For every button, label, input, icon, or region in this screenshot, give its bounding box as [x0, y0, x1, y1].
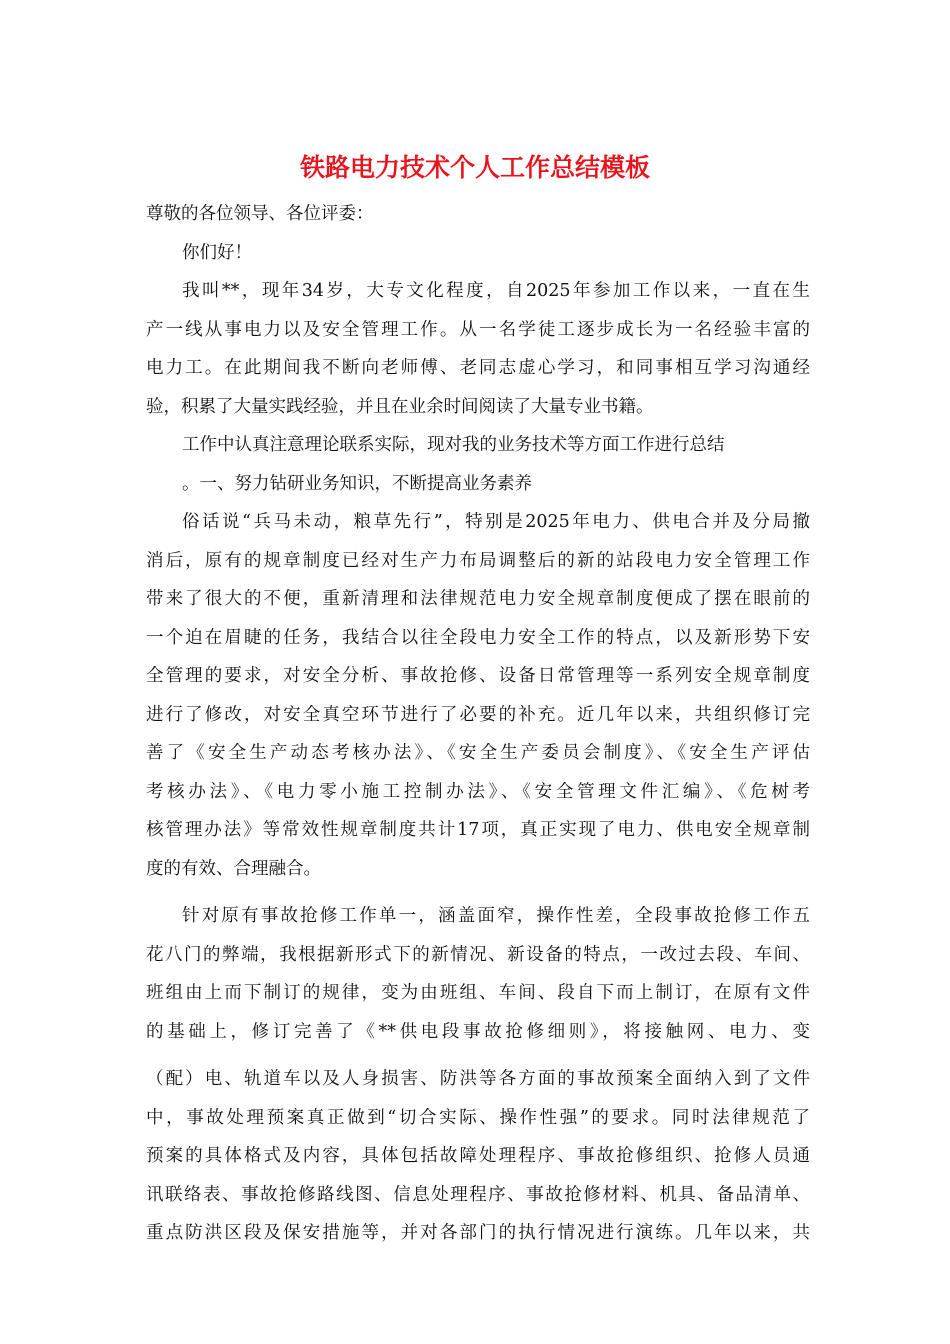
body-line: 花八门的弊端，我根据新形式下的新情况、新设备的特点，一改过去段、车间、: [146, 944, 810, 965]
body-line: 尊敬的各位领导、各位评委：: [146, 204, 374, 224]
body-line: 讯联络表、事故抢修路线图、信息处理程序、事故抢修材料、机具、备品清单、: [146, 1184, 810, 1205]
body-line: 班组由上而下制订的规律，变为由班组、车间、段自下而上制订，在原有文件: [146, 983, 810, 1003]
body-line: 我叫**，现年34岁，大专文化程度，自2025年参加工作以来，一直在生: [182, 281, 810, 301]
body-line: 进行了修改，对安全真空环节进行了必要的补充。近几年以来，共组织修订完: [146, 704, 810, 725]
body-line: 验，积累了大量实践经验，并且在业余时间阅读了大量专业书籍。: [146, 396, 654, 417]
body-line: 的基础上，修订完善了《**供电段事故抢修细则》，将接触网、电力、变: [146, 1021, 810, 1042]
body-line: 全管理的要求，对安全分析、事故抢修、设备日常管理等一系列安全规章制度: [146, 666, 810, 686]
document-title: 铁路电力技术个人工作总结模板: [299, 153, 650, 182]
body-line: 俗话说“兵马未动，粮草先行”，特别是2025年电力、供电合并及分局撤: [182, 512, 810, 532]
body-line: 度的有效、合理融合。: [146, 858, 321, 879]
body-line: 工作中认真注意理论联系实际，现对我的业务技术等方面工作进行总结: [182, 435, 725, 455]
body-line: （配）电、轨道车以及人身损害、防洪等各方面的事故预案全面纳入到了文件: [146, 1069, 810, 1089]
body-line: 你们好！: [182, 242, 252, 263]
body-line: 预案的具体格式及内容，具体包括故障处理程序、事故抢修组织、抢修人员通: [146, 1146, 810, 1166]
body-line: 一个迫在眉睫的任务，我结合以往全段电力安全工作的特点，以及新形势下安: [146, 627, 810, 648]
body-line: 核管理办法》等常效性规章制度共计17项，真正实现了电力、供电安全规章制: [146, 820, 810, 840]
body-line: 产一线从事电力以及安全管理工作。从一名学徒工逐步成长为一名经验丰富的: [146, 319, 810, 340]
body-line: 消后，原有的规章制度已经对生产力布局调整后的新的站段电力安全管理工作: [146, 550, 810, 571]
body-line: 针对原有事故抢修工作单一，涵盖面窄，操作性差，全段事故抢修工作五: [182, 906, 810, 926]
body-line: 考核办法》、《电力零小施工控制办法》、《安全管理文件汇编》、《危树考: [146, 781, 810, 802]
document-body: [146, 195, 810, 1253]
body-line: 中，事故处理预案真正做到“切合实际、操作性强”的要求。同时法律规范了: [146, 1107, 810, 1128]
body-line: 重点防洪区段及保安措施等，并对各部门的执行情况进行演练。几年以来，共: [146, 1223, 810, 1243]
body-line: 善了《安全生产动态考核办法》、《安全生产委员会制度》、《安全生产评估: [146, 743, 810, 763]
body-line: 。一、努力钻研业务知识，不断提高业务素养: [182, 473, 532, 494]
body-line: 电力工。在此期间我不断向老师傅、老同志虚心学习，和同事相互学习沟通经: [146, 358, 810, 378]
body-line: 带来了很大的不便，重新清理和法律规范电力安全规章制度便成了摆在眼前的: [146, 589, 810, 609]
